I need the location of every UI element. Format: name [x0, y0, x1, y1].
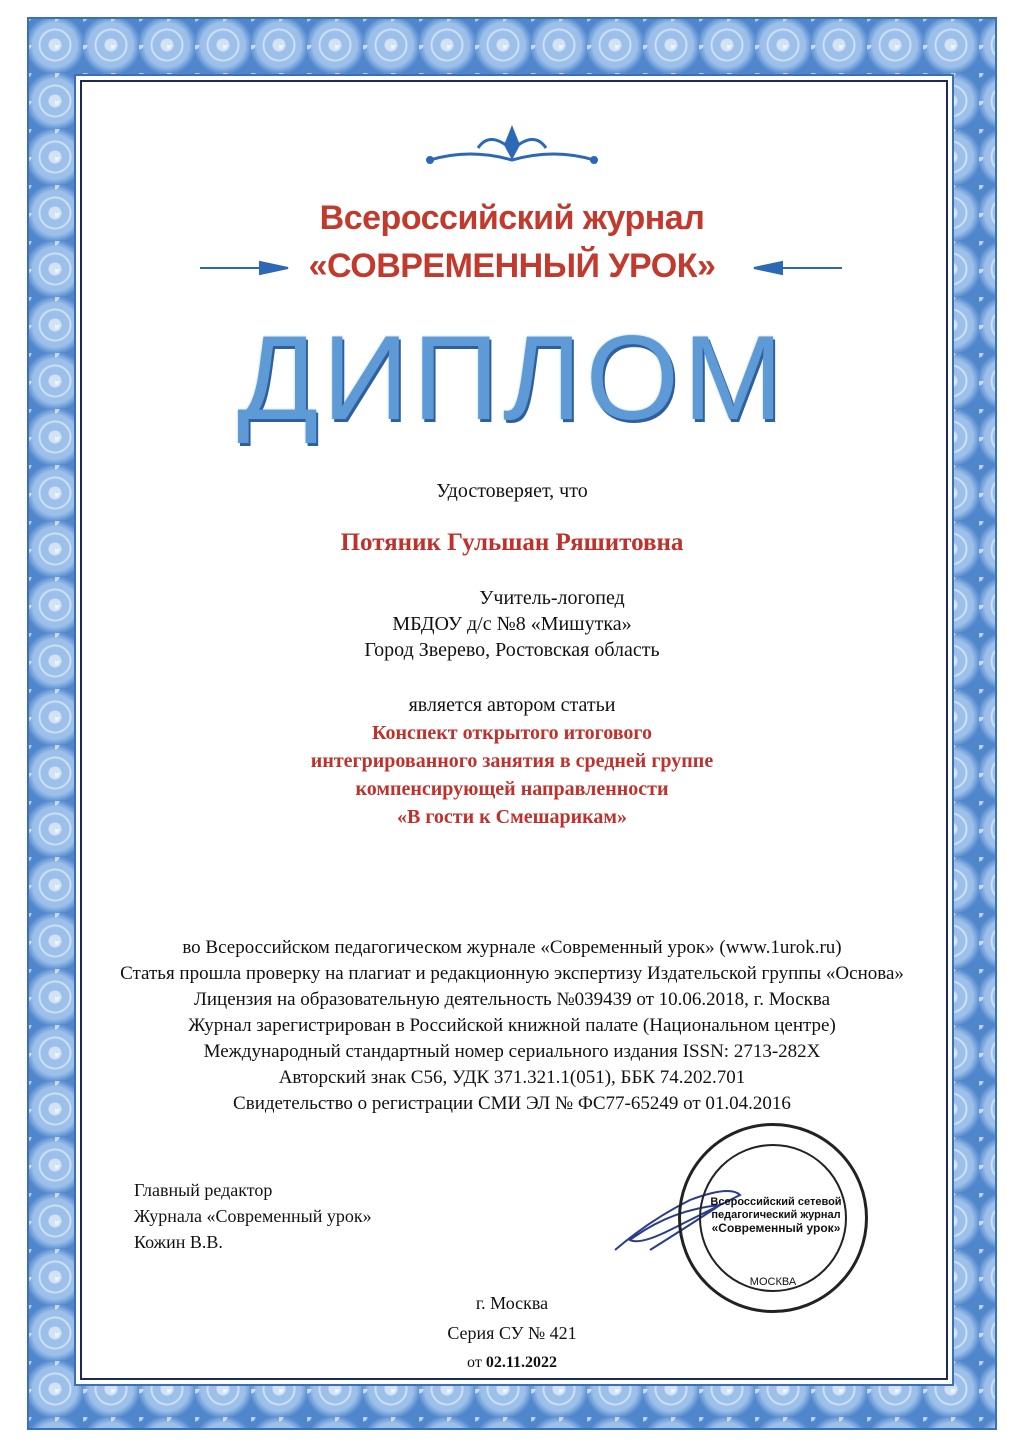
right-arrow-ornament-icon — [752, 258, 842, 278]
official-stamp — [678, 1123, 868, 1313]
institution: МБДОУ д/с №8 «Мишутка» — [392, 613, 632, 635]
editor-name: Кожин В.В. — [134, 1232, 223, 1252]
editor-journal: Журнала «Современный урок» — [134, 1206, 372, 1226]
journal-title-line2: «СОВРЕМЕННЫЙ УРОК» — [308, 247, 716, 285]
top-ornament-icon — [0, 120, 1024, 170]
series-label: Серия СУ № — [447, 1323, 546, 1343]
editor-title: Главный редактор — [134, 1180, 273, 1200]
series — [0, 1320, 1024, 1346]
article-title-line1: Конспект открытого итогового — [371, 722, 653, 744]
left-arrow-ornament-icon — [200, 258, 290, 278]
city: г. Москва — [475, 1293, 549, 1313]
editor-block — [134, 1177, 372, 1255]
article-title-line4: «В гости к Смешарикам» — [397, 806, 627, 828]
detail-line: Журнал зарегистрирован в Российской книжной палате (Национальном центре) — [188, 1015, 836, 1036]
series-number: 421 — [549, 1323, 577, 1343]
article-title-line2: интегрированного занятия в средней группе — [310, 750, 714, 772]
stamp-city: МОСКВА — [749, 1276, 797, 1288]
date-label: от — [467, 1354, 482, 1371]
issue-date — [0, 1350, 1024, 1376]
stamp-text: педагогический журнал — [711, 1209, 841, 1221]
detail-line: Авторский знак С56, УДК 371.321.1(051), ББК 74.202.701 — [278, 1067, 746, 1088]
detail-line: Свидетельство о регистрации СМИ ЭЛ № ФС77-65249 от 01.04.2016 — [233, 1093, 791, 1114]
author-of-text: является автором статьи — [408, 694, 616, 716]
certifies-text: Удостоверяет, что — [436, 480, 588, 502]
detail-line: Международный стандартный номер сериального издания ISSN: 2713-282X — [203, 1041, 821, 1062]
stamp-text: «Современный урок» — [711, 1221, 841, 1235]
date-value: 02.11.2022 — [485, 1354, 557, 1371]
detail-line: во Всероссийском педагогическом журнале «Современный урок» (www.1urok.ru) — [182, 937, 842, 958]
article-title-line3: компенсирующей направленности — [355, 778, 669, 800]
recipient-name: Потяник Гульшан Ряшитовна — [340, 529, 684, 556]
location: Город Зверево, Ростовская область — [364, 639, 660, 661]
journal-title-line1: Всероссийский журнал — [319, 199, 705, 237]
position: Учитель-логопед — [479, 587, 625, 609]
stamp-text: Всероссийский сетевой — [710, 1196, 842, 1208]
detail-line: Лицензия на образовательную деятельность №039439 от 10.06.2018, г. Москва — [193, 989, 831, 1010]
diploma-title: ДИПЛОМ — [237, 311, 787, 445]
detail-line: Статья прошла проверку на плагиат и редакционную экспертизу Издательской группы «Основа» — [120, 963, 904, 984]
